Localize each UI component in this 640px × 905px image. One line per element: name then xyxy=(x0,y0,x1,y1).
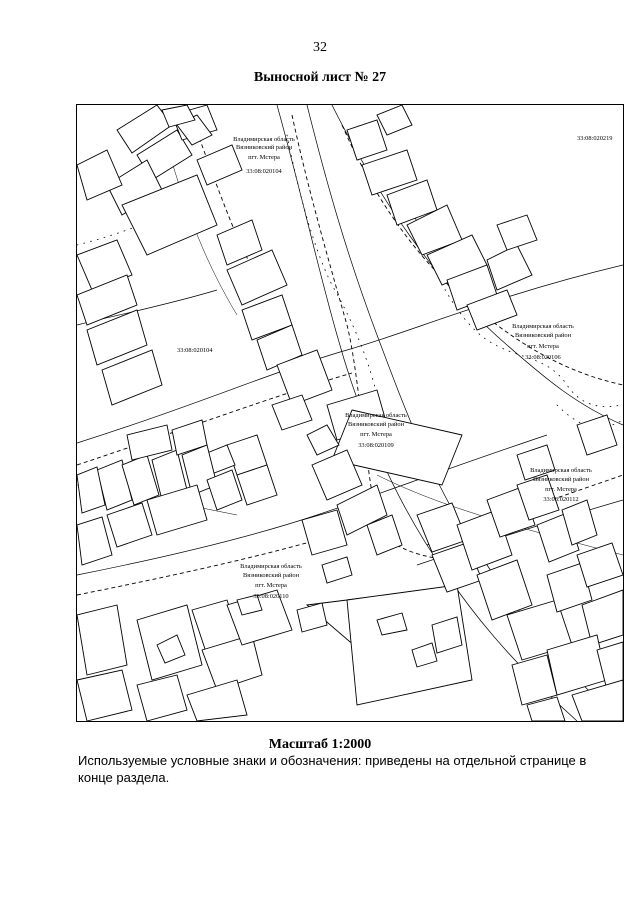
map-scale: Масштаб 1:2000 xyxy=(268,737,372,752)
region-label-line2: Вязниковский район xyxy=(348,421,404,428)
region-label-line3: пгт. Мстера xyxy=(360,431,392,438)
region-label-line2: Вязниковский район xyxy=(515,332,571,339)
region-label-line1: Владимирская область xyxy=(240,563,302,570)
region-label-code: 33:08:020110 xyxy=(253,593,289,600)
region-label-020110 xyxy=(240,563,302,600)
region-label-code: 33:08:020104 xyxy=(246,168,282,175)
region-label-code: 33:08:020112 xyxy=(543,496,579,503)
region-label-line3: пгт. Мстера xyxy=(255,582,287,589)
region-label-line2: Вязниковский район xyxy=(243,572,299,579)
region-label-020106 xyxy=(512,323,574,361)
quarter-code-label: 33:08:020104 xyxy=(177,347,213,354)
legend-note: Используемые условные знаки и обозначения: приведены на отдельной странице в конце раздела. xyxy=(78,753,587,785)
region-label-line1: Владимирская область xyxy=(512,323,574,330)
region-label-code: 33:08:020106 xyxy=(525,354,561,361)
region-label-line2: Вязниковский район xyxy=(533,476,589,483)
region-label-020104 xyxy=(233,136,295,175)
cadastral-map-drawing xyxy=(77,105,623,721)
region-label-line2: Вязниковский район xyxy=(236,144,292,151)
region-label-line1: Владимирская область xyxy=(345,412,407,419)
region-label-line1: Владимирская область xyxy=(233,136,295,143)
region-label-line3: пгт. Мстера xyxy=(545,486,577,493)
region-label-line3: пгт. Мстера xyxy=(248,154,280,161)
page-number: 32 xyxy=(313,40,327,55)
quarter-code-label: 33:08:020219 xyxy=(577,135,613,142)
cadastral-map xyxy=(76,104,624,722)
region-label-line3: пгт. Мстера xyxy=(527,343,559,350)
sheet-title: Выносной лист № 27 xyxy=(253,70,387,85)
region-label-code: 33:08:020109 xyxy=(358,442,394,449)
region-label-line1: Владимирская область xyxy=(530,467,592,474)
